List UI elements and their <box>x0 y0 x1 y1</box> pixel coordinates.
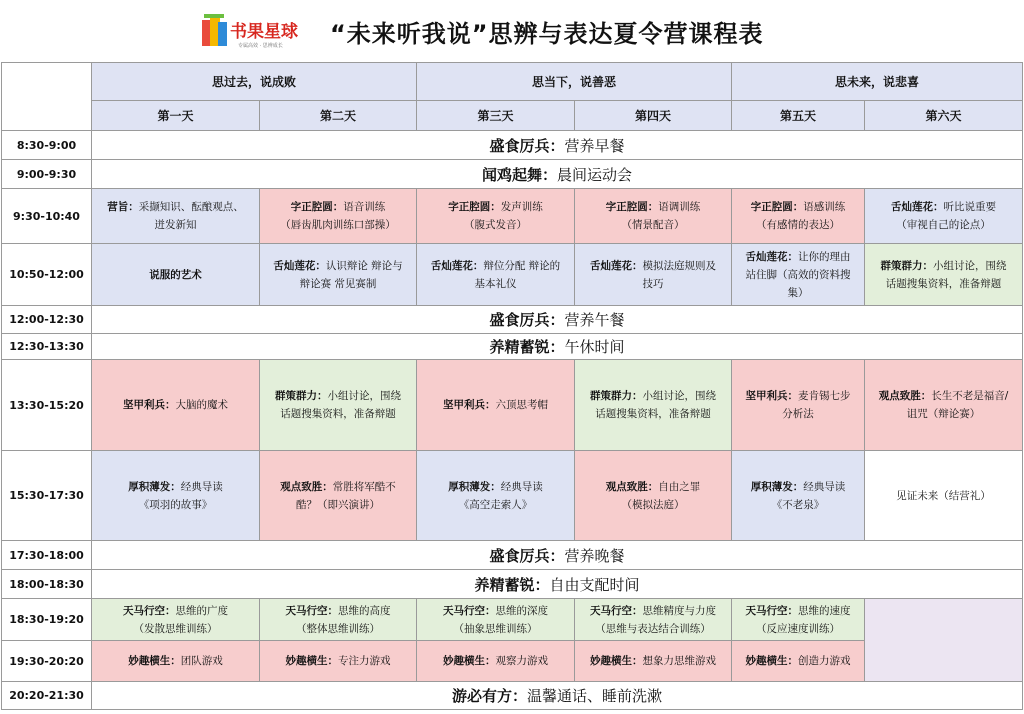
session-cell <box>575 641 732 682</box>
merged-activity <box>92 306 1023 334</box>
session-line: （模拟法庭） <box>621 498 685 511</box>
session-cell <box>417 244 575 306</box>
time-cell: 18:30-19:20 <box>2 599 92 641</box>
session-line: 经典导读 <box>500 480 543 493</box>
activity-desc: 自由支配时间 <box>549 575 640 594</box>
session-line: 让你的理由 <box>798 250 851 263</box>
session-line: 常胜将军酷不 <box>332 480 396 493</box>
session-line: 见证未来（结营礼） <box>896 489 991 502</box>
row-free-time <box>2 570 1023 599</box>
session-line: 诅咒（辩论赛） <box>906 408 981 420</box>
session-line: 分析法 <box>782 408 814 420</box>
session-line: 话题搜集资料，准备辩题 <box>595 408 711 420</box>
session-line: （抽象思维训练） <box>453 622 538 635</box>
session-line: 听比说重要 <box>943 201 997 213</box>
session-title: 舌灿莲花： <box>891 201 944 213</box>
session-line: （整体思维训练） <box>296 622 380 635</box>
session-cell <box>260 599 417 641</box>
session-line: 酷？（即兴演讲） <box>296 498 380 511</box>
day-5: 第五天 <box>732 101 865 131</box>
session-cell <box>417 451 575 541</box>
merged-activity <box>92 570 1023 599</box>
session-line: （发散思维训练） <box>133 622 218 635</box>
session-line: 语感训练 <box>803 201 846 213</box>
session-title: 群策群力： <box>590 390 643 402</box>
time-cell: 12:30-13:30 <box>2 334 92 360</box>
session-title: 观点致胜： <box>280 480 333 493</box>
row-1830 <box>2 599 1023 641</box>
theme-present: 思当下，说善恶 <box>417 63 732 101</box>
session-cell <box>575 244 732 306</box>
session-title: 妙趣横生： <box>128 655 181 667</box>
time-cell: 18:00-18:30 <box>2 570 92 599</box>
session-line: 专注力游戏 <box>338 655 391 667</box>
logo-subtext: 专属高效 · 思辨成长 <box>238 43 283 49</box>
day-6: 第六天 <box>865 101 1023 131</box>
session-cell <box>260 641 417 682</box>
session-cell <box>92 599 260 641</box>
day-1: 第一天 <box>92 101 260 131</box>
session-line: 辩论赛 常见赛制 <box>299 277 377 290</box>
session-cell <box>92 451 260 541</box>
session-title: 妙趣横生： <box>285 655 338 667</box>
session-line: （腹式发音） <box>464 219 528 231</box>
merged-activity <box>92 334 1023 360</box>
session-line: 创造力游戏 <box>798 655 851 667</box>
session-line: 自由之罪 <box>658 480 701 493</box>
session-line: 麦肯锡七步 <box>798 390 851 402</box>
theme-row <box>2 63 1023 101</box>
session-cell <box>92 244 260 306</box>
row-lunch <box>2 306 1023 334</box>
session-cell <box>732 641 865 682</box>
time-cell: 13:30-15:20 <box>2 360 92 451</box>
session-title: 天马行空： <box>285 604 338 617</box>
schedule-table <box>1 62 1023 710</box>
activity-desc: 温馨通话、睡前洗漱 <box>527 687 663 705</box>
session-line: 小组讨论，围绕 <box>327 390 401 402</box>
time-cell: 10:50-12:00 <box>2 244 92 306</box>
session-cell <box>575 189 732 244</box>
session-line: 经典导读 <box>180 480 223 493</box>
session-title: 舌灿莲花： <box>273 259 326 272</box>
day-4: 第四天 <box>575 101 732 131</box>
session-line: 想象力思维游戏 <box>642 655 717 667</box>
time-cell: 9:00-9:30 <box>2 160 92 189</box>
session-title: 妙趣横生： <box>590 655 643 667</box>
session-line: 思维的广度 <box>175 604 228 617</box>
session-line: 小组讨论，围绕 <box>933 259 1007 272</box>
time-cell: 20:20-21:30 <box>2 682 92 710</box>
session-title: 观点致胜： <box>878 390 932 402</box>
merged-activity <box>92 160 1023 189</box>
row-1330 <box>2 360 1023 451</box>
time-cell: 9:30-10:40 <box>2 189 92 244</box>
session-line: （唇齿肌肉训练口部操） <box>280 219 396 231</box>
session-line: 技巧 <box>642 277 664 290</box>
row-morning-sports <box>2 160 1023 189</box>
session-line: 话题搜集资料，准备辩题 <box>280 408 396 420</box>
session-cell <box>865 189 1023 244</box>
time-cell: 8:30-9:00 <box>2 131 92 160</box>
time-cell: 12:00-12:30 <box>2 306 92 334</box>
session-title: 舌灿莲花： <box>590 259 643 272</box>
session-line: （思维与表达结合训练） <box>595 622 711 635</box>
activity-desc: 午休时间 <box>564 338 625 356</box>
session-line: 语调训练 <box>658 201 701 213</box>
session-line: 思维的速度 <box>798 604 851 617</box>
session-cell <box>260 360 417 451</box>
session-line: 采撷知识、酝酿观点、 <box>138 201 244 213</box>
session-title: 天马行空： <box>443 604 496 617</box>
session-line: 思维的高度 <box>338 604 391 617</box>
activity-desc: 营养午餐 <box>564 311 625 329</box>
session-title: 坚甲利兵： <box>123 399 176 411</box>
session-title: 观点致胜： <box>605 480 659 493</box>
header <box>0 0 1024 62</box>
session-line: 经典导读 <box>803 480 846 493</box>
session-title: 群策群力： <box>880 259 934 272</box>
session-cell <box>865 451 1023 541</box>
merged-activity <box>92 682 1023 710</box>
session-title: 妙趣横生： <box>745 655 799 667</box>
session-line: 语音训练 <box>343 201 386 213</box>
session-cell <box>417 599 575 641</box>
session-line: 认识辩论 辩论与 <box>325 259 403 272</box>
activity-desc: 晨间运动会 <box>557 165 633 184</box>
empty-cell <box>865 599 1023 682</box>
session-cell <box>417 189 575 244</box>
session-title: 字正腔圆： <box>750 201 804 213</box>
session-line: 六顶思考帽 <box>495 399 549 411</box>
merged-activity <box>92 131 1023 160</box>
row-nap <box>2 334 1023 360</box>
row-breakfast <box>2 131 1023 160</box>
session-title: 舌灿莲花： <box>430 259 484 272</box>
day-row <box>2 101 1023 131</box>
time-cell: 17:30-18:00 <box>2 541 92 570</box>
session-cell <box>732 451 865 541</box>
time-cell: 15:30-17:30 <box>2 451 92 541</box>
session-line: 辩位分配 辩论的 <box>483 259 561 272</box>
activity-desc: 营养早餐 <box>564 136 625 155</box>
session-line: 基本礼仪 <box>474 277 517 290</box>
session-title: 字正腔圆： <box>605 201 659 213</box>
row-1530 <box>2 451 1023 541</box>
session-cell <box>92 189 260 244</box>
book-stack-icon <box>202 14 227 46</box>
theme-past: 思过去，说成败 <box>92 63 417 101</box>
session-line: 小组讨论，围绕 <box>642 390 717 402</box>
session-cell <box>92 360 260 451</box>
session-line: 模拟法庭规则及 <box>642 259 717 272</box>
session-cell <box>92 641 260 682</box>
activity-title: 盛食厉兵： <box>489 546 565 565</box>
session-line: 《项羽的故事》 <box>138 498 213 511</box>
session-cell <box>417 360 575 451</box>
activity-title: 闻鸡起舞： <box>482 165 558 184</box>
session-title: 厚积薄发： <box>128 480 181 493</box>
row-1050 <box>2 244 1023 306</box>
activity-title: 养精蓄锐： <box>489 338 565 356</box>
session-line: 思维精度与力度 <box>642 604 717 617</box>
session-cell <box>417 641 575 682</box>
session-title: 厚积薄发： <box>448 480 501 493</box>
session-cell <box>260 189 417 244</box>
session-line: 团队游戏 <box>180 655 223 667</box>
session-title: 营旨： <box>107 201 139 213</box>
session-cell <box>575 451 732 541</box>
session-cell <box>865 244 1023 306</box>
session-line: 发声训练 <box>500 201 543 213</box>
session-line: 集） <box>787 286 809 299</box>
session-line: 站住脚（高效的资料搜 <box>745 268 851 281</box>
session-line: 长生不老是福音/ <box>931 390 1009 402</box>
session-line: （情景配音） <box>621 219 685 231</box>
activity-title: 盛食厉兵： <box>489 136 565 155</box>
session-title: 厚积薄发： <box>750 480 804 493</box>
session-title: 说服的艺术 <box>149 268 202 281</box>
corner-cell <box>2 63 92 131</box>
session-title: 坚甲利兵： <box>745 390 799 402</box>
session-title: 天马行空： <box>745 604 799 617</box>
session-line: 话题搜集资料，准备辩题 <box>885 277 1002 290</box>
activity-desc: 营养晚餐 <box>564 546 625 565</box>
session-cell <box>260 244 417 306</box>
session-line: （有感情的表达） <box>756 219 841 231</box>
day-2: 第二天 <box>260 101 417 131</box>
session-line: 思维的深度 <box>495 604 549 617</box>
session-cell <box>260 451 417 541</box>
session-title: 字正腔圆： <box>448 201 501 213</box>
session-title: 天马行空： <box>123 604 176 617</box>
time-cell: 19:30-20:20 <box>2 641 92 682</box>
session-line: 大脑的魔术 <box>175 399 228 411</box>
row-dinner <box>2 541 1023 570</box>
activity-title: 盛食厉兵： <box>489 311 565 329</box>
session-cell <box>575 599 732 641</box>
merged-activity <box>92 541 1023 570</box>
session-cell <box>732 360 865 451</box>
page-title: “未来听我说”思辨与表达夏令营课程表 <box>330 20 764 48</box>
session-line: 《高空走索人》 <box>458 498 533 511</box>
activity-title: 养精蓄锐： <box>474 575 550 594</box>
session-line: 观察力游戏 <box>495 655 549 667</box>
session-line: 《不老泉》 <box>771 498 825 511</box>
session-title: 字正腔圆： <box>290 201 344 213</box>
theme-future: 思未来，说悲喜 <box>732 63 1023 101</box>
brand-logo <box>200 12 310 50</box>
row-bedtime <box>2 682 1023 710</box>
day-3: 第三天 <box>417 101 575 131</box>
logo-text: 书果星球 <box>230 22 298 42</box>
session-cell <box>865 360 1023 451</box>
session-title: 妙趣横生： <box>443 655 496 667</box>
session-title: 天马行空： <box>590 604 643 617</box>
session-cell <box>732 244 865 306</box>
session-line: 迸发新知 <box>154 219 197 231</box>
session-cell <box>732 599 865 641</box>
row-0930 <box>2 189 1023 244</box>
session-cell <box>575 360 732 451</box>
session-title: 舌灿莲花： <box>745 250 799 263</box>
session-cell <box>732 189 865 244</box>
session-line: （审视自己的论点） <box>896 219 991 231</box>
activity-title: 游必有方： <box>452 687 528 705</box>
session-line: （反应速度训练） <box>756 622 841 635</box>
session-title: 坚甲利兵： <box>443 399 496 411</box>
session-title: 群策群力： <box>275 390 328 402</box>
